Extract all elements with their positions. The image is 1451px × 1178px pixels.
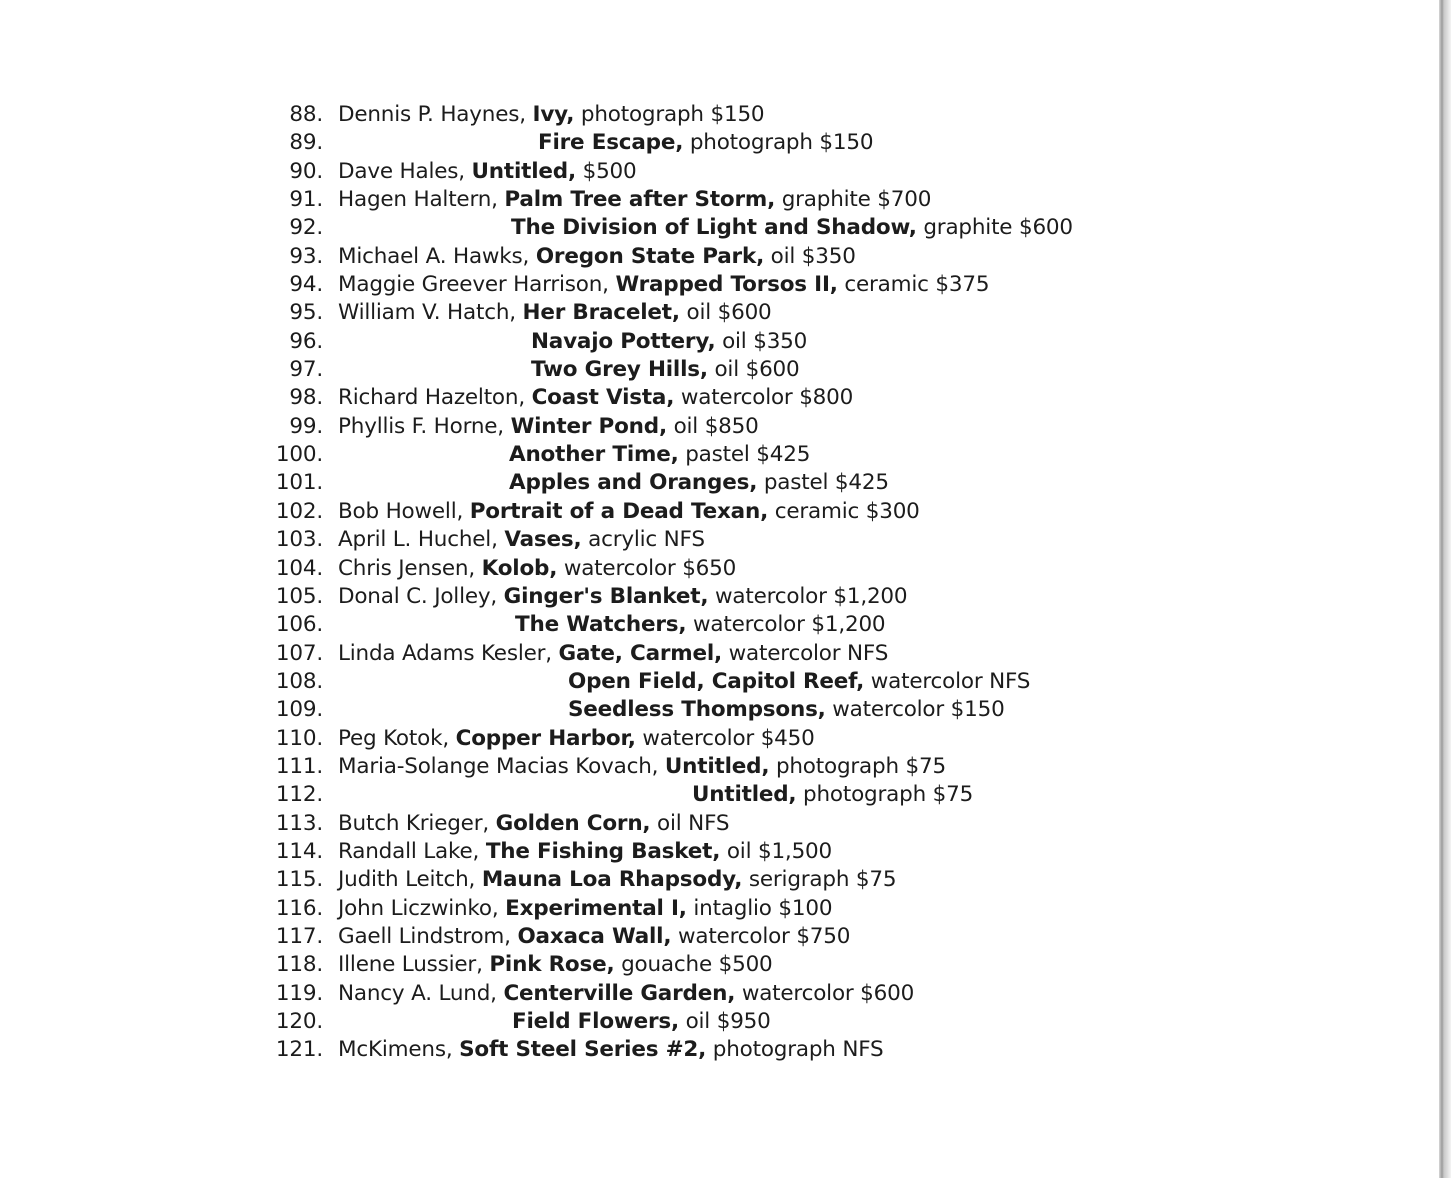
- entry-text: [338, 951, 773, 979]
- artwork-title: Portrait of a Dead Texan,: [469, 498, 769, 524]
- artwork-title: Her Bracelet,: [522, 300, 680, 326]
- medium-price: watercolor $150: [832, 697, 1005, 723]
- catalog-entry: [0, 640, 1400, 668]
- artist-name: Butch Krieger,: [338, 810, 489, 836]
- catalog-entry: [0, 781, 1400, 809]
- entry-number: 99.: [289, 413, 323, 439]
- artwork-title: Two Grey Hills,: [531, 357, 708, 383]
- entry-number: 97.: [289, 357, 323, 383]
- catalog-entry: [0, 526, 1400, 554]
- artist-name: Donal C. Jolley,: [338, 583, 498, 609]
- medium-price: oil $950: [685, 1009, 771, 1034]
- catalog-entry: [0, 696, 1400, 724]
- artwork-title: Apples and Oranges,: [509, 470, 758, 496]
- entry-number: 88.: [289, 102, 323, 127]
- entry-number: 89.: [289, 130, 323, 156]
- catalog-entry: [0, 923, 1400, 951]
- artist-name: McKimens,: [338, 1037, 453, 1063]
- medium-price: oil $600: [714, 357, 800, 383]
- medium-price: gouache $500: [621, 952, 773, 978]
- entry-number: 121.: [275, 1037, 323, 1063]
- entry-text: [568, 696, 1005, 724]
- entry-number: 101.: [275, 470, 323, 496]
- catalog-entry: [0, 498, 1400, 526]
- catalog-entry: [0, 328, 1400, 356]
- catalog-entry: [0, 413, 1400, 441]
- entry-text: [338, 583, 907, 611]
- catalog-list: [0, 101, 1400, 1065]
- entry-number: 92.: [289, 215, 323, 241]
- artwork-title: Gate, Carmel,: [558, 640, 723, 666]
- catalog-entry: [0, 129, 1400, 157]
- catalog-entry: [0, 243, 1400, 271]
- entry-text: [509, 441, 810, 469]
- artwork-title: The Fishing Basket,: [485, 838, 721, 864]
- entry-text: [531, 356, 800, 384]
- medium-price: oil $850: [673, 413, 759, 439]
- medium-price: oil NFS: [657, 810, 730, 836]
- artist-name: Randall Lake,: [338, 838, 480, 864]
- artist-name: Chris Jensen,: [338, 555, 475, 581]
- entry-number: 112.: [275, 782, 323, 808]
- catalog-entry: [0, 753, 1400, 781]
- entry-text: [531, 328, 807, 356]
- entry-number: 118.: [275, 952, 323, 978]
- medium-price: watercolor $750: [677, 923, 851, 949]
- entry-text: [509, 469, 889, 497]
- catalog-entry: [0, 866, 1400, 894]
- medium-price: watercolor $650: [563, 555, 737, 581]
- entry-text: [338, 1036, 883, 1064]
- entry-number: 115.: [275, 867, 323, 893]
- entry-number: 104.: [275, 555, 323, 581]
- medium-price: oil $1,500: [726, 838, 833, 864]
- catalog-entry: [0, 356, 1400, 384]
- entry-text: [338, 158, 637, 186]
- entry-text: [338, 810, 729, 838]
- entry-number: 120.: [275, 1009, 323, 1034]
- artwork-title: The Watchers,: [515, 612, 687, 638]
- catalog-entry: [0, 980, 1400, 1008]
- entry-number: 94.: [289, 272, 323, 298]
- catalog-entry: [0, 951, 1400, 979]
- artwork-title: Kolob,: [481, 555, 558, 581]
- artwork-title: Field Flowers,: [512, 1009, 679, 1034]
- entry-text: [512, 1008, 771, 1036]
- catalog-entry: [0, 1036, 1400, 1064]
- artwork-title: Coast Vista,: [531, 385, 675, 411]
- entry-text: [338, 413, 759, 441]
- entry-number: 90.: [289, 158, 323, 184]
- entry-text: [338, 186, 931, 214]
- catalog-entry: [0, 555, 1400, 583]
- entry-text: [538, 129, 873, 157]
- artist-name: William V. Hatch,: [338, 300, 516, 326]
- artwork-title: Pink Rose,: [489, 952, 615, 978]
- entry-text: [338, 384, 853, 412]
- catalog-entry: [0, 611, 1400, 639]
- catalog-entry: [0, 1008, 1400, 1036]
- entry-number: 113.: [275, 810, 323, 836]
- artwork-title: Open Field, Capitol Reef,: [568, 668, 865, 694]
- entry-number: 95.: [289, 300, 323, 326]
- artist-name: John Liczwinko,: [338, 895, 499, 921]
- catalog-entry: [0, 299, 1400, 327]
- entry-text: [338, 838, 832, 866]
- artwork-title: Experimental I,: [505, 895, 687, 921]
- artwork-title: Untitled,: [664, 753, 770, 779]
- artwork-title: Soft Steel Series #2,: [459, 1037, 707, 1063]
- artist-name: Illene Lussier,: [338, 952, 483, 978]
- catalog-entry: [0, 384, 1400, 412]
- artwork-title: Untitled,: [692, 782, 797, 808]
- artwork-title: Seedless Thompsons,: [568, 697, 826, 723]
- artwork-title: Vases,: [504, 527, 582, 553]
- artist-name: Hagen Haltern,: [338, 187, 498, 213]
- medium-price: oil $350: [722, 328, 808, 354]
- medium-price: pastel $425: [685, 442, 811, 468]
- catalog-entry: [0, 469, 1400, 497]
- artwork-title: Mauna Loa Rhapsody,: [481, 867, 743, 893]
- entry-number: 119.: [275, 980, 323, 1006]
- entry-number: 114.: [275, 838, 323, 864]
- medium-price: ceramic $375: [844, 272, 990, 298]
- entry-number: 93.: [289, 243, 323, 269]
- artist-name: Gaell Lindstrom,: [338, 923, 511, 949]
- artist-name: Dennis P. Haynes,: [338, 102, 526, 127]
- medium-price: photograph $150: [580, 102, 765, 127]
- artwork-title: Oregon State Park,: [535, 243, 765, 269]
- catalog-entry: [0, 101, 1400, 129]
- artwork-title: Ivy,: [532, 102, 575, 127]
- artist-name: Richard Hazelton,: [338, 385, 525, 411]
- artwork-title: Oaxaca Wall,: [517, 923, 672, 949]
- medium-price: watercolor $1,200: [693, 612, 886, 638]
- catalog-entry: [0, 583, 1400, 611]
- artist-name: Peg Kotok,: [338, 725, 449, 751]
- entry-text: [338, 271, 989, 299]
- medium-price: photograph NFS: [712, 1037, 884, 1063]
- artist-name: Phyllis F. Horne,: [338, 413, 504, 439]
- artwork-title: Golden Corn,: [495, 810, 651, 836]
- entry-number: 105.: [275, 583, 323, 609]
- medium-price: ceramic $300: [774, 498, 920, 524]
- catalog-entry: [0, 838, 1400, 866]
- artwork-title: Another Time,: [509, 442, 679, 468]
- catalog-entry: [0, 895, 1400, 923]
- artwork-title: Fire Escape,: [538, 130, 684, 156]
- artwork-title: Palm Tree after Storm,: [504, 187, 776, 213]
- entry-number: 106.: [275, 612, 323, 638]
- catalog-entry: [0, 441, 1400, 469]
- medium-price: pastel $425: [763, 470, 889, 496]
- artwork-title: Winter Pond,: [510, 413, 667, 439]
- artist-name: Maggie Greever Harrison,: [338, 272, 609, 298]
- catalog-entry: [0, 158, 1400, 186]
- medium-price: watercolor $450: [642, 725, 815, 751]
- medium-price: watercolor $600: [741, 980, 915, 1006]
- artist-name: Bob Howell,: [338, 498, 464, 524]
- entry-number: 98.: [289, 385, 323, 411]
- entry-number: 108.: [275, 668, 323, 694]
- artwork-title: Untitled,: [471, 158, 576, 184]
- artist-name: April L. Huchel,: [338, 527, 498, 553]
- medium-price: photograph $75: [803, 782, 974, 808]
- artwork-title: Centerville Garden,: [503, 980, 736, 1006]
- entry-text: [338, 299, 772, 327]
- medium-price: watercolor $1,200: [715, 583, 908, 609]
- medium-price: photograph $75: [775, 753, 946, 779]
- medium-price: watercolor $800: [680, 385, 854, 411]
- artwork-title: Navajo Pottery,: [531, 328, 716, 354]
- entry-number: 117.: [275, 923, 323, 949]
- entry-text: [338, 753, 946, 781]
- artist-name: Michael A. Hawks,: [338, 243, 530, 269]
- entry-number: 110.: [275, 725, 323, 751]
- entry-text: [511, 214, 1073, 242]
- artist-name: Nancy A. Lund,: [338, 980, 497, 1006]
- medium-price: oil $600: [686, 300, 772, 326]
- entry-text: [338, 866, 896, 894]
- entry-text: [338, 640, 888, 668]
- artwork-title: Ginger's Blanket,: [503, 583, 709, 609]
- catalog-entry: [0, 186, 1400, 214]
- entry-text: [338, 243, 856, 271]
- artist-name: Maria-Solange Macias Kovach,: [338, 753, 659, 779]
- medium-price: watercolor NFS: [870, 668, 1031, 694]
- medium-price: acrylic NFS: [588, 527, 705, 553]
- entry-text: [338, 498, 920, 526]
- entry-text: [692, 781, 973, 809]
- artist-name: Judith Leitch,: [338, 867, 476, 893]
- medium-price: serigraph $75: [748, 867, 897, 893]
- entry-number: 109.: [275, 697, 323, 723]
- artist-name: Dave Hales,: [338, 158, 465, 184]
- catalog-entry: [0, 271, 1400, 299]
- medium-price: oil $350: [770, 243, 856, 269]
- catalog-entry: [0, 668, 1400, 696]
- entry-text: [338, 895, 832, 923]
- entry-number: 102.: [275, 498, 323, 524]
- entry-text: [338, 526, 705, 554]
- catalog-entry: [0, 725, 1400, 753]
- medium-price: watercolor NFS: [728, 640, 889, 666]
- entry-number: 91.: [289, 187, 323, 213]
- medium-price: photograph $150: [689, 130, 874, 156]
- medium-price: $500: [582, 158, 637, 184]
- artwork-title: Wrapped Torsos II,: [615, 272, 838, 298]
- medium-price: intaglio $100: [693, 895, 833, 921]
- entry-text: [568, 668, 1030, 696]
- entry-number: 111.: [275, 753, 323, 779]
- entry-text: [338, 555, 736, 583]
- page-edge-shadow: [1439, 0, 1451, 1178]
- entry-text: [338, 923, 850, 951]
- medium-price: graphite $700: [781, 187, 932, 213]
- medium-price: graphite $600: [923, 215, 1073, 241]
- entry-text: [338, 725, 815, 753]
- catalog-entry: [0, 214, 1400, 242]
- entry-number: 103.: [275, 527, 323, 553]
- catalog-entry: [0, 810, 1400, 838]
- artist-name: Linda Adams Kesler,: [338, 640, 552, 666]
- entry-text: [338, 980, 914, 1008]
- entry-number: 107.: [275, 640, 323, 666]
- entry-number: 100.: [275, 442, 323, 468]
- entry-text: [338, 101, 764, 129]
- entry-text: [515, 611, 885, 639]
- entry-number: 116.: [275, 895, 323, 921]
- entry-number: 96.: [289, 328, 323, 354]
- artwork-title: Copper Harbor,: [455, 725, 636, 751]
- artwork-title: The Division of Light and Shadow,: [511, 215, 917, 241]
